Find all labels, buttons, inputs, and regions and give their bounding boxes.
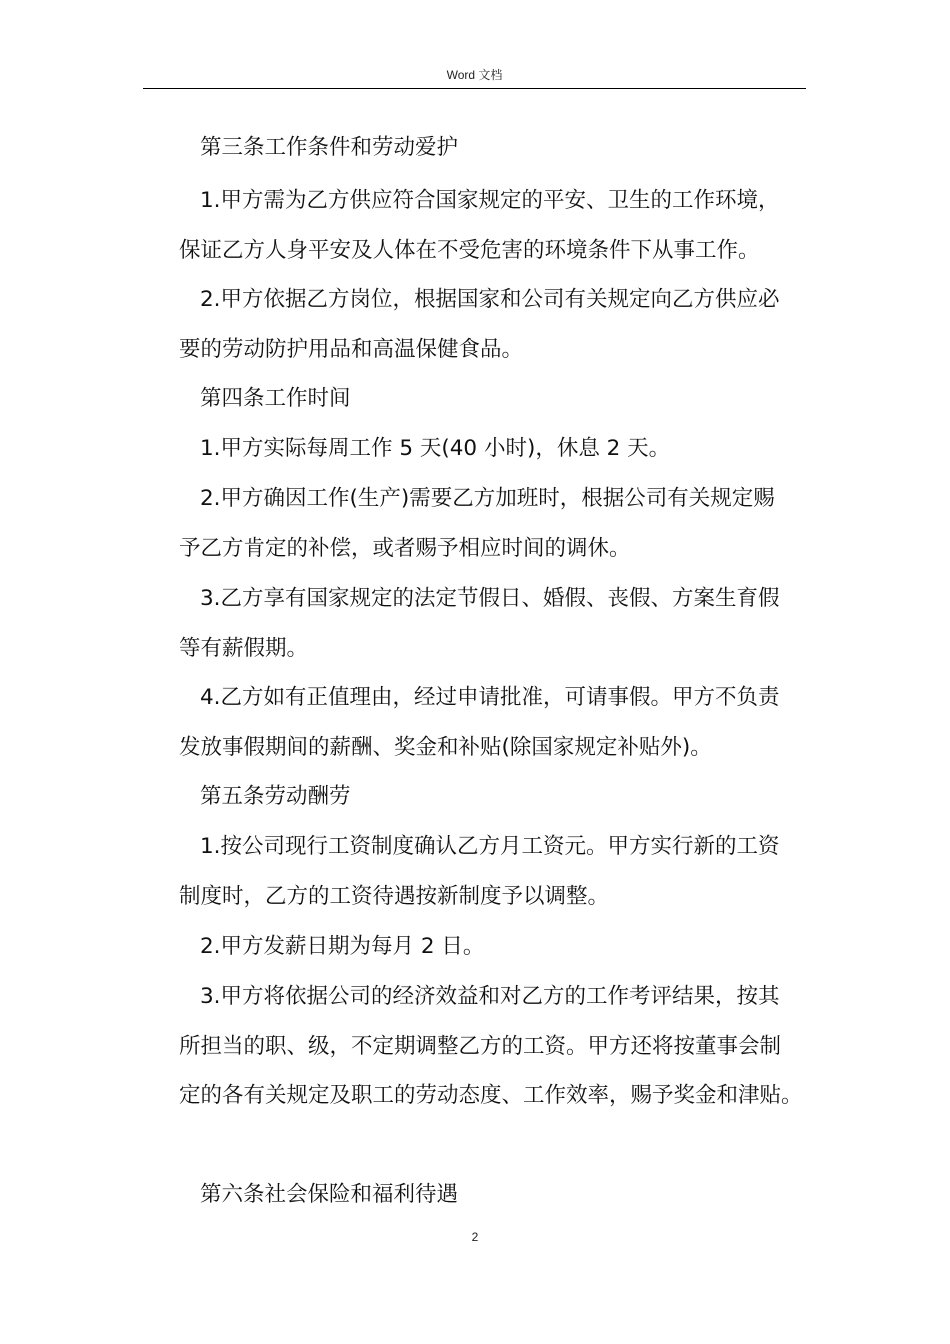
article-4-heading: 第四条工作时间 <box>200 386 351 411</box>
paragraph-line: 3.甲方将依据公司的经济效益和对乙方的工作考评结果，按其 <box>200 984 780 1009</box>
paragraph-line: 2.甲方确因工作(生产)需要乙方加班时，根据公司有关规定赐 <box>200 486 775 511</box>
paragraph-line: 要的劳动防护用品和高温保健食品。 <box>179 337 524 362</box>
paragraph-line: 1.甲方实际每周工作 5 天(40 小时)，休息 2 天。 <box>200 436 671 461</box>
paragraph-line: 3.乙方享有国家规定的法定节假日、婚假、丧假、方案生育假 <box>200 586 780 611</box>
paragraph-line: 1.甲方需为乙方供应符合国家规定的平安、卫生的工作环境， <box>200 188 780 213</box>
paragraph-line: 所担当的职、级，不定期调整乙方的工资。甲方还将按董事会制 <box>179 1034 782 1059</box>
header-title: Word 文档 <box>446 68 503 82</box>
page-header <box>143 64 806 89</box>
paragraph-line: 1.按公司现行工资制度确认乙方月工资元。甲方实行新的工资 <box>200 834 780 859</box>
paragraph-line: 2.甲方发薪日期为每月 2 日。 <box>200 934 485 959</box>
paragraph-line: 发放事假期间的薪酬、奖金和补贴(除国家规定补贴外)。 <box>179 735 712 760</box>
article-5-heading: 第五条劳动酬劳 <box>200 784 351 809</box>
paragraph-line: 保证乙方人身平安及人体在不受危害的环境条件下从事工作。 <box>179 238 760 263</box>
paragraph-line: 予乙方肯定的补偿，或者赐予相应时间的调休。 <box>179 536 631 561</box>
paragraph-line: 等有薪假期。 <box>179 636 309 661</box>
page-number: 2 <box>471 1230 479 1244</box>
article-6-heading: 第六条社会保险和福利待遇 <box>200 1182 459 1207</box>
article-3-heading: 第三条工作条件和劳动爱护 <box>200 135 459 160</box>
paragraph-line: 2.甲方依据乙方岗位，根据国家和公司有关规定向乙方供应必 <box>200 287 780 312</box>
paragraph-line: 4.乙方如有正值理由，经过申请批准，可请事假。甲方不负责 <box>200 685 780 710</box>
paragraph-line: 制度时，乙方的工资待遇按新制度予以调整。 <box>179 884 610 909</box>
paragraph-line: 定的各有关规定及职工的劳动态度、工作效率，赐予奖金和津贴。 <box>179 1083 803 1108</box>
